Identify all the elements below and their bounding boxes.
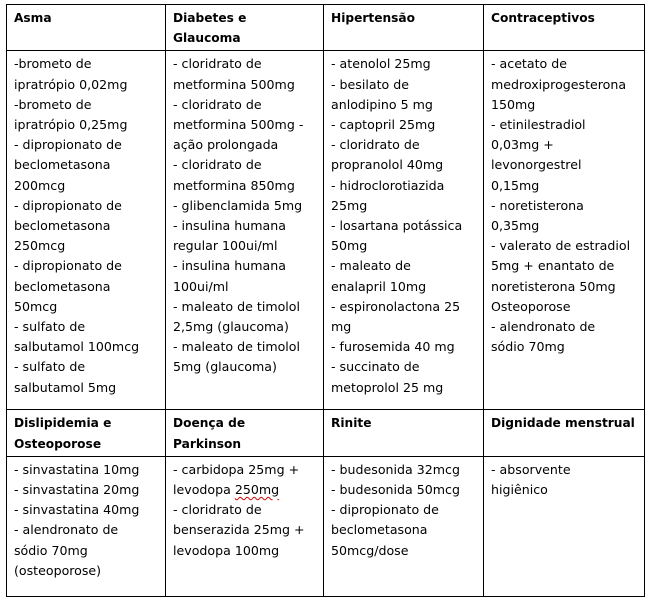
header-line: Contraceptivos [491,11,595,25]
list-item: beclometasona [331,522,428,538]
list-item: metformina 500mg [173,76,295,92]
list-item: 0,15mg [491,177,540,193]
list-item: - alendronato de [14,522,119,538]
cell-doenca-parkinson-items [166,456,324,596]
list-item: - succinato de [331,359,420,375]
header-line: Rinite [331,416,372,431]
list-item: 150mg [491,96,536,112]
list-item: - dipropionato de [331,502,439,518]
list-item: beclometasona [14,218,111,234]
list-item: - dipropionato de [14,197,122,213]
list-item: sódio 70mg [491,339,565,355]
list-item: 100ui/ml [173,278,229,294]
list-item: salbutamol 5mg [14,379,117,395]
header-line: Glaucoma [173,31,241,46]
list-item: salbutamol 100mcg [14,339,140,355]
list-item: ação prolongada [173,137,279,153]
list-item: - cloridrato de [331,137,420,153]
list-item: - absorvente [491,461,571,477]
header-contraceptivos [484,5,645,51]
list-item: - cloridrato de [173,96,262,112]
header-rinite [324,410,484,456]
list-item: - sinvastatina 40mg [14,502,140,518]
list-item: metformina 500mg - [173,117,304,133]
list-item: Osteoporose [491,298,571,314]
list-item: - hidroclorotiazida [331,177,445,193]
list-item: beclometasona [14,278,111,294]
list-item: - glibenclamida 5mg [173,197,303,213]
header-row-2 [7,410,645,456]
header-line: Diabetes e [173,11,247,25]
list-item: - captopril 25mg [331,117,436,133]
header-diabetes-glaucoma [166,5,324,51]
header-line: Asma [14,11,52,25]
list-item: - insulina humana [173,258,286,274]
medication-table [6,4,645,597]
list-item: - budesonida 50mcg [331,482,460,498]
list-item: - maleato de timolol [173,298,301,314]
header-doenca-parkinson [166,410,324,456]
header-line: Osteoporose [14,436,102,451]
list-item: - sinvastatina 10mg [14,461,140,477]
header-dislipidemia-osteoporose [7,410,166,456]
cell-hipertensao-items [324,51,484,410]
header-dignidade-menstrual [484,410,645,456]
list-item: ipratrópio 0,25mg [14,117,128,133]
body-row-2 [7,456,645,596]
header-line: Doença de [173,416,246,431]
list-item: - sinvastatina 20mg [14,482,140,498]
list-item: 250mcg [14,238,66,254]
list-item: regular 100ui/ml [173,238,278,254]
list-item: - carbidopa 25mg + [173,461,300,477]
cell-dignidade-menstrual-items [484,456,645,596]
list-item: - acetato de [491,56,567,72]
cell-rinite-items [324,456,484,596]
header-line: Parkinson [173,436,242,451]
list-item: levodopa 100mg [173,542,280,558]
list-item: - espironolactona 25 [331,298,461,314]
list-item: levodopa 250mg [173,482,280,498]
list-item: higiênico [491,482,548,498]
list-item: - losartana potássica [331,218,463,234]
header-line: Dignidade menstrual [491,416,635,431]
cell-contraceptivos-items [484,51,645,410]
list-item: mg [331,319,352,335]
cell-dislipidemia-osteoporose-items [7,456,166,596]
list-item: - atenolol 25mg [331,56,431,72]
header-line: Dislipidemia e [14,416,112,431]
list-item: - cloridrato de [173,502,262,518]
list-item: 2,5mg (glaucoma) [173,319,289,335]
list-item: benserazida 25mg + [173,522,305,538]
list-item: ipratrópio 0,02mg [14,76,128,92]
list-item: - besilato de [331,76,409,92]
list-item: medroxiprogesterona [491,76,627,92]
list-item: propranolol 40mg [331,157,444,173]
list-item: beclometasona [14,157,111,173]
cell-diabetes-glaucoma-items [166,51,324,410]
list-item: 50mg [331,238,368,254]
list-item: - etinilestradiol [491,117,586,133]
list-item: - budesonida 32mcg [331,461,460,477]
list-item: enalapril 10mg [331,278,427,294]
list-item: noretisterona 50mg [491,278,616,294]
list-item: 25mg [331,197,368,213]
list-item: 50mcg [14,298,58,314]
list-item: - dipropionato de [14,137,122,153]
list-item: metoprolol 25 mg [331,379,444,395]
cell-asma-items [7,51,166,410]
list-item: - insulina humana [173,218,286,234]
list-item: anlodipino 5 mg [331,96,433,112]
list-item: - noretisterona [491,197,584,213]
list-item: sódio 70mg [14,542,88,558]
list-item: - maleato de [331,258,411,274]
list-item: levonorgestrel [491,157,582,173]
list-item: - valerato de estradiol [491,238,631,254]
header-asma [7,5,166,51]
list-item: 5mg (glaucoma) [173,359,277,375]
list-item: 0,35mg [491,218,540,234]
header-line: Hipertensão [331,11,415,25]
list-item: - sulfato de [14,359,86,375]
header-hipertensao [324,5,484,51]
list-item: 50mcg/dose [331,542,409,558]
list-item: - dipropionato de [14,258,122,274]
list-item: - furosemida 40 mg [331,339,455,355]
list-item: - maleato de timolol [173,339,301,355]
list-item: -brometo de [14,96,92,112]
body-row-1 [7,51,645,410]
list-item: - sulfato de [14,319,86,335]
header-row-1 [7,5,645,51]
list-item: -brometo de [14,56,92,72]
list-item: metformina 850mg [173,177,295,193]
list-item: - alendronato de [491,319,596,335]
list-item: - cloridrato de [173,56,262,72]
list-item: 5mg + enantato de [491,258,615,274]
list-item: - cloridrato de [173,157,262,173]
list-item: (osteoporose) [14,562,102,578]
spellcheck-flagged-word: 250mg [234,482,280,498]
list-item: 0,03mg + [491,137,554,153]
list-item: 200mcg [14,177,66,193]
